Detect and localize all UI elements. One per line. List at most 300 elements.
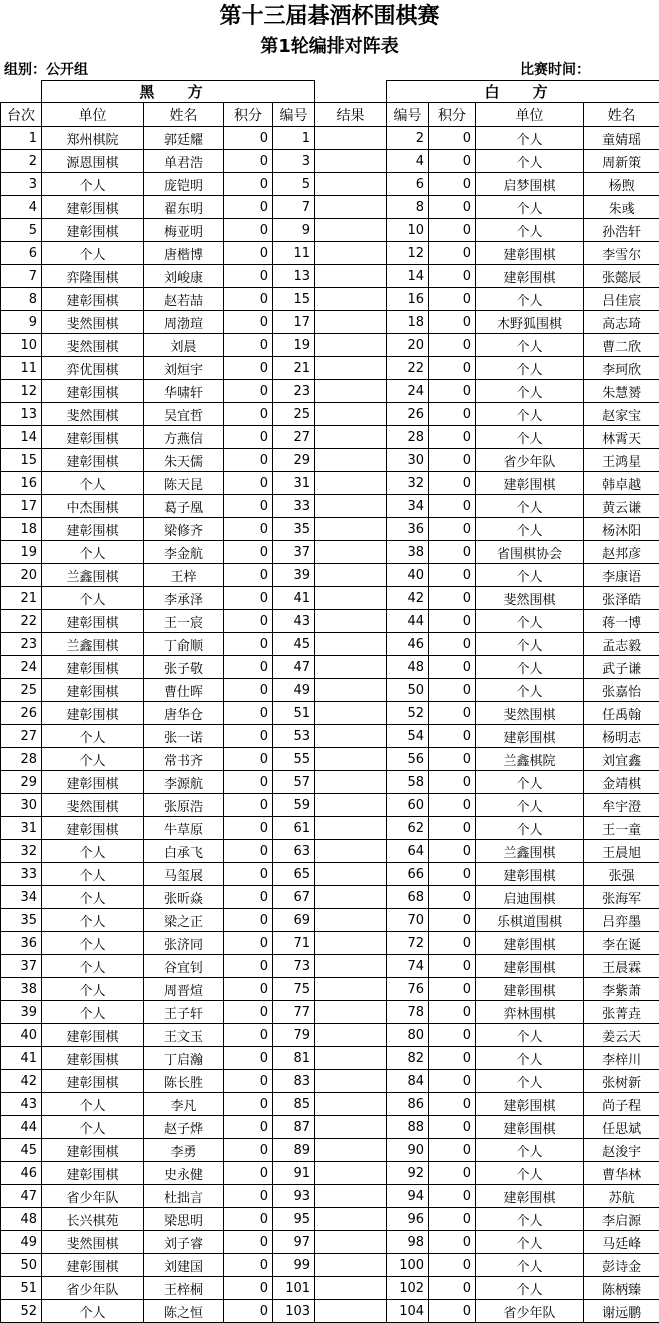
cell-black-number: 83 [273,1070,315,1093]
cell-board-number: 37 [1,955,42,978]
cell-board-number: 47 [1,1185,42,1208]
cell-black-name: 李源航 [144,771,224,794]
cell-white-unit: 斐然围棋 [476,702,584,725]
cell-black-score: 0 [224,1208,273,1231]
cell-black-score: 0 [224,127,273,150]
cell-black-name: 庞铠明 [144,173,224,196]
cell-black-name: 张一诺 [144,725,224,748]
cell-black-number: 25 [273,403,315,426]
cell-board-number: 16 [1,472,42,495]
cell-white-unit: 启迪围棋 [476,886,584,909]
cell-white-unit: 个人 [476,380,584,403]
cell-white-unit: 建彰围棋 [476,265,584,288]
cell-white-unit: 建彰围棋 [476,863,584,886]
cell-result [315,1024,387,1047]
cell-black-unit: 斐然围棋 [42,403,144,426]
cell-board-number: 6 [1,242,42,265]
cell-white-unit: 个人 [476,771,584,794]
cell-black-score: 0 [224,886,273,909]
table-row [1,725,659,748]
table-row [1,265,659,288]
cell-black-unit: 建彰围棋 [42,426,144,449]
cell-black-score: 0 [224,978,273,1001]
cell-white-name: 苏航 [584,1185,659,1208]
cell-black-unit: 个人 [42,1001,144,1024]
cell-board-number: 9 [1,311,42,334]
cell-board-number: 11 [1,357,42,380]
cell-white-number: 90 [387,1139,429,1162]
cell-black-unit: 省少年队 [42,1185,144,1208]
cell-black-number: 97 [273,1231,315,1254]
column-header-board: 台次 [1,103,42,127]
cell-white-name: 李在诞 [584,932,659,955]
table-row [1,242,659,265]
cell-white-name: 曹二欣 [584,334,659,357]
cell-white-name: 任思斌 [584,1116,659,1139]
cell-black-unit: 斐然围棋 [42,334,144,357]
cell-result [315,771,387,794]
cell-white-unit: 建彰围棋 [476,1116,584,1139]
cell-black-name: 曹仕晖 [144,679,224,702]
table-row [1,518,659,541]
cell-black-score: 0 [224,1254,273,1277]
cell-board-number: 44 [1,1116,42,1139]
cell-white-name: 曹华林 [584,1162,659,1185]
cell-result [315,472,387,495]
cell-black-number: 57 [273,771,315,794]
cell-white-score: 0 [429,1162,476,1185]
cell-board-number: 10 [1,334,42,357]
cell-black-score: 0 [224,725,273,748]
cell-result [315,127,387,150]
cell-white-score: 0 [429,495,476,518]
cell-result [315,357,387,380]
table-row [1,771,659,794]
cell-black-score: 0 [224,288,273,311]
cell-white-number: 40 [387,564,429,587]
column-header-white-unit: 单位 [476,103,584,127]
cell-white-unit: 省少年队 [476,1300,584,1323]
cell-white-name: 谢远鹏 [584,1300,659,1323]
cell-black-score: 0 [224,449,273,472]
cell-black-name: 唐华仓 [144,702,224,725]
cell-board-number: 52 [1,1300,42,1323]
cell-black-name: 李金航 [144,541,224,564]
cell-black-unit: 建彰围棋 [42,1070,144,1093]
cell-white-score: 0 [429,1024,476,1047]
cell-board-number: 27 [1,725,42,748]
cell-white-number: 86 [387,1093,429,1116]
cell-white-name: 孟志毅 [584,633,659,656]
cell-black-name: 张济同 [144,932,224,955]
cell-white-score: 0 [429,449,476,472]
cell-white-name: 杨沐阳 [584,518,659,541]
cell-board-number: 19 [1,541,42,564]
table-row [1,1047,659,1070]
cell-white-unit: 个人 [476,794,584,817]
cell-white-name: 李雪尔 [584,242,659,265]
cell-black-name: 周渤瑄 [144,311,224,334]
cell-board-number: 40 [1,1024,42,1047]
cell-white-name: 韩卓越 [584,472,659,495]
cell-black-score: 0 [224,1116,273,1139]
cell-black-unit: 个人 [42,748,144,771]
table-row [1,1300,659,1323]
cell-result [315,886,387,909]
cell-white-name: 黄云谦 [584,495,659,518]
cell-white-name: 李梓川 [584,1047,659,1070]
cell-black-name: 丁俞顺 [144,633,224,656]
cell-black-name: 李凡 [144,1093,224,1116]
cell-board-number: 15 [1,449,42,472]
cell-result [315,1277,387,1300]
table-row [1,863,659,886]
column-header-black-unit: 单位 [42,103,144,127]
cell-black-score: 0 [224,1185,273,1208]
cell-white-number: 56 [387,748,429,771]
table-row [1,564,659,587]
cell-white-name: 朱彧 [584,196,659,219]
cell-white-number: 26 [387,403,429,426]
table-row [1,656,659,679]
cell-white-name: 童婧瑶 [584,127,659,150]
cell-black-unit: 个人 [42,978,144,1001]
cell-white-unit: 个人 [476,357,584,380]
cell-white-unit: 个人 [476,288,584,311]
cell-result [315,1254,387,1277]
cell-black-number: 55 [273,748,315,771]
table-row [1,495,659,518]
table-row [1,679,659,702]
cell-black-unit: 建彰围棋 [42,380,144,403]
cell-white-score: 0 [429,541,476,564]
cell-white-unit: 个人 [476,817,584,840]
cell-board-number: 35 [1,909,42,932]
cell-result [315,173,387,196]
cell-black-unit: 建彰围棋 [42,1162,144,1185]
cell-black-unit: 斐然围棋 [42,794,144,817]
cell-black-score: 0 [224,633,273,656]
cell-white-unit: 个人 [476,196,584,219]
cell-black-score: 0 [224,794,273,817]
cell-white-score: 0 [429,978,476,1001]
cell-black-number: 87 [273,1116,315,1139]
cell-board-number: 38 [1,978,42,1001]
cell-black-score: 0 [224,219,273,242]
cell-black-number: 13 [273,265,315,288]
cell-white-score: 0 [429,1047,476,1070]
cell-board-number: 33 [1,863,42,886]
cell-result [315,748,387,771]
cell-white-unit: 建彰围棋 [476,725,584,748]
cell-board-number: 21 [1,587,42,610]
cell-white-number: 8 [387,196,429,219]
cell-white-number: 88 [387,1116,429,1139]
cell-black-number: 19 [273,334,315,357]
cell-black-unit: 建彰围棋 [42,1139,144,1162]
table-row [1,932,659,955]
cell-black-name: 张原浩 [144,794,224,817]
cell-white-number: 80 [387,1024,429,1047]
cell-board-number: 24 [1,656,42,679]
cell-result [315,449,387,472]
cell-black-score: 0 [224,380,273,403]
cell-black-score: 0 [224,426,273,449]
cell-black-unit: 郑州棋院 [42,127,144,150]
cell-black-unit: 斐然围棋 [42,1231,144,1254]
cell-result [315,932,387,955]
cell-white-number: 12 [387,242,429,265]
cell-white-score: 0 [429,150,476,173]
cell-black-number: 71 [273,932,315,955]
group-label: 组别：公开组 [4,62,88,78]
cell-white-score: 0 [429,242,476,265]
cell-white-number: 16 [387,288,429,311]
cell-board-number: 13 [1,403,42,426]
cell-black-score: 0 [224,173,273,196]
cell-black-name: 朱天儒 [144,449,224,472]
table-row [1,748,659,771]
cell-black-unit: 建彰围棋 [42,518,144,541]
cell-white-score: 0 [429,679,476,702]
cell-black-name: 刘晨 [144,334,224,357]
cell-black-number: 99 [273,1254,315,1277]
cell-black-unit: 个人 [42,863,144,886]
cell-black-number: 63 [273,840,315,863]
column-header-white-score: 积分 [429,103,476,127]
cell-black-number: 31 [273,472,315,495]
cell-white-name: 高志琦 [584,311,659,334]
table-row [1,541,659,564]
page-title: 第十三届碁酒杯围棋赛 [219,4,440,29]
cell-board-number: 14 [1,426,42,449]
cell-black-unit: 个人 [42,242,144,265]
cell-white-name: 孙浩轩 [584,219,659,242]
cell-white-score: 0 [429,1277,476,1300]
cell-white-score: 0 [429,656,476,679]
cell-result [315,610,387,633]
cell-white-number: 98 [387,1231,429,1254]
cell-white-unit: 个人 [476,495,584,518]
cell-white-name: 刘宜鑫 [584,748,659,771]
cell-black-unit: 个人 [42,1116,144,1139]
cell-white-name: 赵家宝 [584,403,659,426]
cell-black-number: 91 [273,1162,315,1185]
cell-black-name: 杜拙言 [144,1185,224,1208]
cell-white-number: 102 [387,1277,429,1300]
cell-result [315,978,387,1001]
cell-white-score: 0 [429,610,476,633]
cell-result [315,426,387,449]
cell-board-number: 48 [1,1208,42,1231]
cell-black-unit: 源恩围棋 [42,150,144,173]
cell-white-name: 李紫萧 [584,978,659,1001]
cell-black-unit: 个人 [42,932,144,955]
cell-white-number: 96 [387,1208,429,1231]
cell-white-name: 蒋一博 [584,610,659,633]
cell-result [315,219,387,242]
cell-white-unit: 个人 [476,1277,584,1300]
cell-black-name: 华啸轩 [144,380,224,403]
cell-board-number: 17 [1,495,42,518]
cell-black-number: 51 [273,702,315,725]
cell-black-unit: 建彰围棋 [42,1254,144,1277]
cell-black-number: 79 [273,1024,315,1047]
cell-white-score: 0 [429,1300,476,1323]
cell-black-unit: 个人 [42,173,144,196]
cell-white-score: 0 [429,426,476,449]
cell-black-unit: 个人 [42,587,144,610]
cell-white-number: 38 [387,541,429,564]
cell-white-score: 0 [429,1231,476,1254]
cell-black-unit: 建彰围棋 [42,449,144,472]
cell-white-score: 0 [429,725,476,748]
cell-black-unit: 建彰围棋 [42,288,144,311]
cell-white-unit: 个人 [476,219,584,242]
cell-black-score: 0 [224,587,273,610]
cell-white-number: 32 [387,472,429,495]
cell-board-number: 4 [1,196,42,219]
cell-board-number: 32 [1,840,42,863]
cell-black-score: 0 [224,518,273,541]
pairing-rows [1,127,659,1323]
cell-board-number: 41 [1,1047,42,1070]
cell-white-score: 0 [429,564,476,587]
cell-black-number: 41 [273,587,315,610]
cell-black-name: 单君浩 [144,150,224,173]
cell-black-score: 0 [224,863,273,886]
table-row [1,311,659,334]
cell-white-score: 0 [429,1185,476,1208]
cell-black-number: 69 [273,909,315,932]
cell-black-unit: 个人 [42,1300,144,1323]
cell-black-score: 0 [224,1047,273,1070]
cell-black-name: 王子轩 [144,1001,224,1024]
cell-white-number: 4 [387,150,429,173]
cell-black-score: 0 [224,1231,273,1254]
cell-result [315,1300,387,1323]
cell-result [315,656,387,679]
cell-result [315,541,387,564]
cell-white-name: 尚子程 [584,1093,659,1116]
cell-white-number: 72 [387,932,429,955]
cell-white-number: 14 [387,265,429,288]
cell-white-name: 赵邦彦 [584,541,659,564]
cell-white-unit: 省少年队 [476,449,584,472]
cell-black-name: 郭廷耀 [144,127,224,150]
cell-white-name: 赵浚宇 [584,1139,659,1162]
cell-black-name: 葛子凰 [144,495,224,518]
table-row [1,449,659,472]
cell-black-name: 赵子烨 [144,1116,224,1139]
cell-white-number: 66 [387,863,429,886]
cell-white-number: 54 [387,725,429,748]
table-row [1,380,659,403]
table-row [1,955,659,978]
cell-white-unit: 建彰围棋 [476,472,584,495]
cell-black-name: 翟东明 [144,196,224,219]
cell-board-number: 28 [1,748,42,771]
cell-black-name: 王一宸 [144,610,224,633]
column-header-black-name: 姓名 [144,103,224,127]
cell-white-name: 张强 [584,863,659,886]
cell-result [315,587,387,610]
cell-white-name: 陈柄臻 [584,1277,659,1300]
cell-black-name: 白承飞 [144,840,224,863]
cell-white-score: 0 [429,909,476,932]
cell-black-number: 53 [273,725,315,748]
cell-black-score: 0 [224,265,273,288]
cell-white-score: 0 [429,288,476,311]
cell-board-number: 23 [1,633,42,656]
cell-black-number: 11 [273,242,315,265]
cell-result [315,725,387,748]
cell-white-name: 吕佳宸 [584,288,659,311]
cell-white-unit: 启梦围棋 [476,173,584,196]
cell-black-score: 0 [224,495,273,518]
table-row [1,909,659,932]
cell-white-name: 李珂欣 [584,357,659,380]
cell-result [315,518,387,541]
cell-black-number: 37 [273,541,315,564]
cell-white-unit: 个人 [476,150,584,173]
white-side-header: 白 方 [387,81,659,103]
cell-white-name: 李启源 [584,1208,659,1231]
cell-black-unit: 个人 [42,1093,144,1116]
cell-white-unit: 木野狐围棋 [476,311,584,334]
cell-white-score: 0 [429,518,476,541]
cell-board-number: 46 [1,1162,42,1185]
cell-white-name: 李康语 [584,564,659,587]
cell-white-name: 武子谦 [584,656,659,679]
cell-white-unit: 个人 [476,656,584,679]
cell-white-score: 0 [429,1116,476,1139]
cell-result [315,840,387,863]
cell-white-number: 20 [387,334,429,357]
cell-white-unit: 斐然围棋 [476,587,584,610]
table-row [1,1231,659,1254]
cell-black-name: 谷宜钊 [144,955,224,978]
cell-black-unit: 个人 [42,909,144,932]
cell-black-number: 65 [273,863,315,886]
cell-board-number: 20 [1,564,42,587]
cell-black-unit: 个人 [42,472,144,495]
cell-white-unit: 建彰围棋 [476,1093,584,1116]
cell-result [315,909,387,932]
cell-black-name: 常书齐 [144,748,224,771]
cell-black-score: 0 [224,932,273,955]
cell-white-number: 70 [387,909,429,932]
cell-white-name: 金靖棋 [584,771,659,794]
cell-white-number: 52 [387,702,429,725]
cell-black-number: 5 [273,173,315,196]
cell-white-score: 0 [429,1139,476,1162]
cell-white-unit: 个人 [476,518,584,541]
cell-result [315,311,387,334]
cell-black-number: 27 [273,426,315,449]
cell-black-number: 21 [273,357,315,380]
cell-black-score: 0 [224,840,273,863]
column-header-black-score: 积分 [224,103,273,127]
cell-white-score: 0 [429,311,476,334]
cell-black-unit: 省少年队 [42,1277,144,1300]
black-side-header: 黑 方 [42,81,315,103]
cell-black-score: 0 [224,1070,273,1093]
table-row [1,403,659,426]
cell-white-name: 张泽皓 [584,587,659,610]
cell-black-number: 89 [273,1139,315,1162]
cell-white-unit: 建彰围棋 [476,932,584,955]
